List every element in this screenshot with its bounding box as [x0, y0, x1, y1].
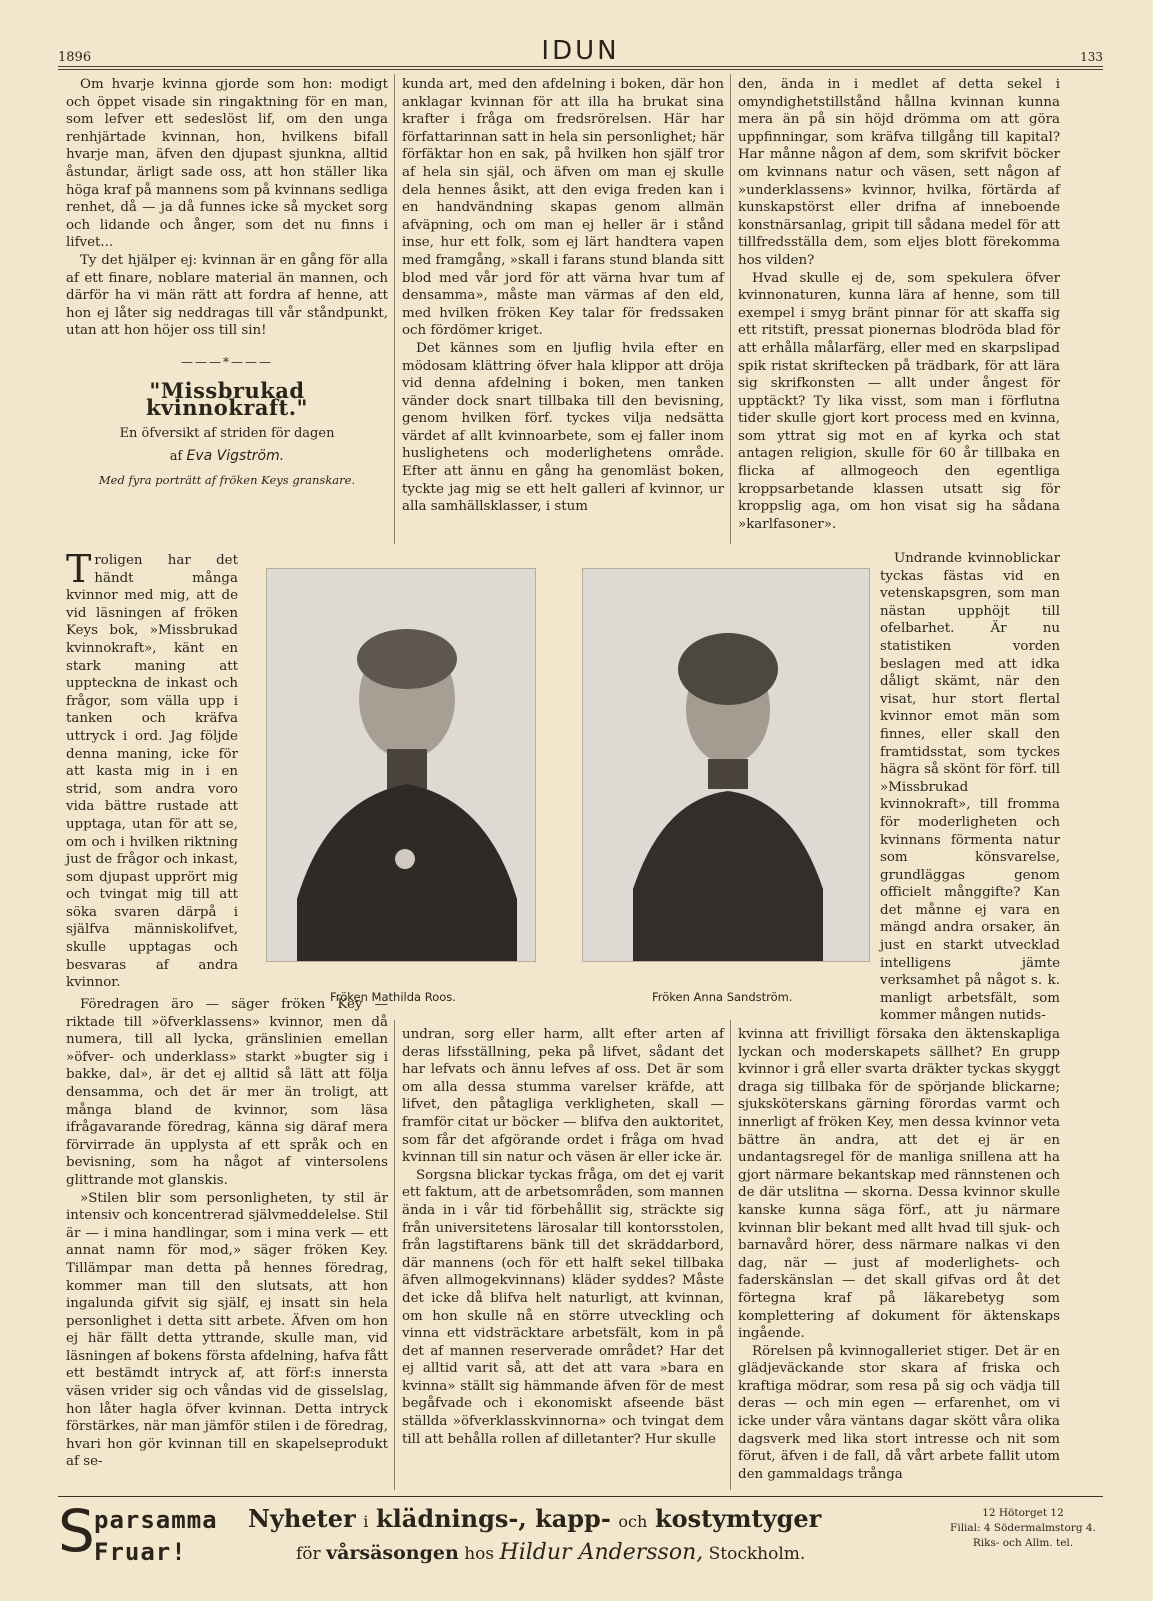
portrait-anna-sandstrom: [583, 569, 869, 961]
drop-cap: T: [66, 547, 92, 591]
portrait-photo: [582, 568, 870, 962]
header-rule: [58, 66, 1103, 67]
article-subtitle: En öfversikt af striden för dagen: [119, 425, 335, 441]
advertisement: [58, 1496, 1103, 1576]
paragraph: Ty det hjälper ej: kvinnan är en gång för alla af ett finare, noblare material än mannen, och därför ha vi män rätt att fordra af henne, att hon ej låter sig neddragas till vår ståndpunkt, utan att hon höjer oss till sin!: [66, 252, 388, 339]
masthead: IDUN: [541, 36, 620, 66]
column-divider: [730, 74, 731, 544]
advert-line-2: [296, 1540, 805, 1565]
column-divider: [730, 1020, 731, 1490]
paragraph: [66, 547, 238, 992]
advert-kostym: kostymtyger: [654, 1504, 822, 1533]
advert-hos: hos: [464, 1544, 495, 1564]
article-author: Eva Vigström.: [186, 448, 285, 465]
advert-address: [943, 1506, 1103, 1551]
page-number: 133: [1080, 50, 1103, 64]
paragraph: Sorgsna blickar tyckas fråga, om det ej varit ett faktum, att de arbetsområden, som mannen ända in i vår tid förbehållit sig, sträckte sig från universitetens lärosalar till kontorsstolen, från lagstiftarens bänk till det skräddarbord, där mannens (och för ett halft sekel tillbaka äfven allmogekvinnans) kläder syddes? Måste det icke då blifva helt naturligt, att kvinnan, om hon skulle nå en större utveckling och vinna ett vidsträcktare arbetsfält, kom in på det af mannen reserverade området? Har det ej alltid varit så, att det att vara »bara en kvinna» ställt sig hämmande äfven för de mest begåfvade och i ekonomiskt afseende bäst ställda »öfverklasskvinnorna» och tvingat dem till att behålla rollen af dilletanter? Hur skulle: [402, 1167, 724, 1447]
paragraph: »Stilen blir som personligheten, ty stil är intensiv och koncentrerad självmeddelelse. Stil är — i mina handlingar, som i mina verk — ett annat namn för mod,» säger fröken Key. Tillämpar man detta på hennes föredrag, kommer man till den slutsats, att hon ingalunda gifvit sig själf, ej insatt sin hela personlighet i detta sitt arbete. Äfven om hon ej här fällt detta yttrande, skulle man, vid läsningen af bokens första afdelning, hafva fått ett bestämdt intryck af, att förf:s innersta väsen vrider sig och våndas vid de gisselslag, hon låter hagla öfver kvinnan. Detta intryck förstärkes, när man jämför stilen i de föredrag, hvari hon gör kvinnan till en skapelseprodukt af se-: [66, 1190, 388, 1470]
paragraph-text: roligen har det händt många kvinnor med mig, att de vid läsningen af fröken Keys bok, »Missbrukad kvinnokraft», känt en stark maning att uppteckna de inkast och frågor, som välla upp i tanken och kräfva uttryck i ord. Jag följde denna maning, icke för att kasta mig in i en strid, som andra voro vida bättre rustade att upptaga, utan för att se, om och i hvilken riktning just de frågor och inkast, som djupast upprört mig och tvingat mig till att söka svaren därpå i själfva människolifvet, skulle upptagas och besvaras af andra kvinnor.: [66, 553, 238, 991]
photo-caption: Fröken Mathilda Roos.: [330, 990, 456, 1004]
column-2-top: [402, 76, 724, 516]
column-3-top: [738, 76, 1060, 533]
column-1-top: [66, 76, 388, 499]
advert-nyheter: Nyheter: [248, 1504, 356, 1533]
column-2-bottom: [402, 1026, 724, 1448]
column-divider: [394, 74, 395, 544]
advert-i: i: [363, 1512, 369, 1531]
advert-och: och: [618, 1512, 648, 1531]
article-title: "Missbrukad kvinnokraft.": [146, 377, 308, 421]
advert-kladnings: klädnings-, kapp-: [376, 1504, 611, 1533]
portrait-photo: [266, 568, 536, 962]
column-3-bottom: [738, 1026, 1060, 1483]
paragraph: Om hvarje kvinna gjorde som hon: modigt och öppet visade sin ringaktning för en man, som lefver ett sedeslöst lif, om den unga renhjärtade kvinnan, hon, hvilkens bifall hvarje man, äfven den djupast sjunkna, alltid åstundar, ärligt sade oss, att hon ställer lika höga kraf på mannens som på kvinnans sedliga renhet, då — ja då funnes icke så mycket sorg och lidande och ånger, som det nu finns i lifvet...: [66, 77, 388, 251]
photo-caption: Fröken Anna Sandström.: [652, 990, 793, 1004]
column-3-narrow: [880, 550, 1060, 1025]
paragraph: den, ända in i medlet af detta sekel i omyndighetstillstånd hållna kvinnan kunna mera än på sin höjd drömma om att göra uppfinningar, som kräfva tillgång till kapital? Har månne någon af dem, som skrifvit böcker om kvinnans natur och väsen, sett någon af »underklassens» kvinnor, hvilka, förtärda af kunskapstörst eller drifna af inneboende konstnärsanlag, gripit till sådana medel för att tillfredsställa dem, som eljes blott förekomma hos vilden?: [738, 77, 1060, 268]
advert-line-1: [248, 1504, 821, 1533]
paragraph: Föredragen äro — säger fröken Key — riktade till »öfverklassens» kvinnor, men då numera, till all lycka, gränslinien emellan »öfver- och underklass» starkt »bugter sig i bakke, dal», är det ej alltid så lätt att följa densamma, och det är mer än troligt, att många bland de kvinnor, som läsa ifrågavarande föredrag, känna sig däraf mera förvirrade än upplysta af ett språk och en bevisning, som ha något af vintersolens glittrande mot glanskis.: [66, 997, 388, 1188]
advert-initial: S: [58, 1497, 95, 1565]
advert-rule: [58, 1496, 1103, 1497]
paragraph: kvinna att frivilligt försaka den äktenskapliga lyckan och moderskapets sällhet? En grupp kvinnor i grå eller svarta dräkter tyckas skyggt draga sig tillbaka för de spörjande blickarne; sjuksköterskans gärning förordas varmt och innerligt af fröken Key, men dessa kvinnor veta bättre än andra, att det ej är en undantagsregel för de manliga snillena att ha gjort närmare bekantskap med rännstenen och de där utslitna — skorna. Dessa kvinnor skulle kanske kunna säga förf., att ju närmare kvinnan blir bekant med allt hvad till sjuk- och barnavård hörer, dess närmare nalkas vi den dag, när — just af moderlighets- och faderskänslan — det skall gifvas ord åt det förtegna kraf på läkarebetyg som komplettering af dokument för äktenskaps ingående.: [738, 1027, 1060, 1342]
header-year: 1896: [58, 50, 92, 65]
paragraph: Det kännes som en ljuflig hvila efter en mödosam klättring öfver hala klippor att dröja vid denna afdelning i boken, men tanken vänder dock snart tillbaka till den bevisning, genom hvilken förf. tyckes vilja nedsätta värdet af allt kvinnoarbete, som ej faller inom huslighetens och moderlighetens område. Efter att ännu en gång ha genomläst boken, tyckte jag mig se ett helt galleri af kvinnor, ur alla samhällsklasser, i stum: [402, 340, 724, 515]
byline-prefix: af: [169, 449, 183, 465]
column-divider: [394, 1020, 395, 1490]
advert-fruar: Fruar!: [94, 1538, 187, 1566]
column-1-narrow: [66, 547, 238, 992]
advert-varsasongen: vårsäsongen: [326, 1542, 459, 1564]
advert-city: Stockholm.: [708, 1544, 806, 1564]
advert-sparsamma: parsamma: [94, 1506, 218, 1534]
separator: ———*———: [181, 354, 273, 369]
advert-for: för: [296, 1544, 321, 1564]
advert-address-1: 12 Hötorget 12: [982, 1507, 1064, 1519]
portrait-mathilda-roos: [267, 569, 535, 961]
header-rule-thin: [58, 69, 1103, 70]
page-header: [58, 36, 1103, 66]
paragraph: Rörelsen på kvinnogalleriet stiger. Det är en glädjeväckande stor skara af friska och kraftiga mödrar, som resa på sig och vädja till deras — och min egen — erfarenhet, om vi icke under våra väntans dagar skött våra olika dagsverk med lika stort intresse och nit som förut, äfven i de fall, då vårt arbete fallit utom den gammaldags trånga: [738, 1343, 1060, 1482]
paragraph: kunda art, med den afdelning i boken, där hon anklagar kvinnan för att illa ha brukat sina krafter i fråga om fredsrörelsen. Här har författarinnan satt in hela sin personlighet; här förfäktar hon en sak, på hvilken hon själf tror af hela sin själ, och äfven om man ej skulle dela hennes åsikt, att den eviga freden kan i en handvändning skapas genom allmän afväpning, och om man ej heller är i stånd inse, hur ett folk, som ej lärt handtera vapen med framgång, »skall i farans stund blanda sitt blod med vår jord för att värna hvar tum af densamma», måste man värmas af den eld, med hvilken fröken Key talar för fredssaken och fördömer kriget.: [402, 77, 724, 339]
advert-address-3: Riks- och Allm. tel.: [972, 1537, 1074, 1549]
advert-address-2: Filial: 4 Södermalmstorg 4.: [950, 1522, 1096, 1534]
column-1-bottom: [66, 996, 388, 1471]
article-byline: [66, 448, 388, 466]
paragraph: Undrande kvinnoblickar tyckas fästas vid en vetenskapsgren, som man nästan upphöjt till ofelbarhet. Är nu statistiken vorden beslagen med att idka dåligt skämt, när den visat, hur stort flertal kvinnor emot män som finnes, eller skall den framtidsstat, som tyckes hägra så skönt för förf. till »Missbrukad kvinnokraft», till fromma för moderligheten och kvinnans förmenta natur som könsvarelse, grundläggas genom officielt månggifte? Kan det månne ej vara en mängd andra orsaker, än just en starkt utvecklad intelligens jämte verksamhet på något s. k. manligt arbetsfält, som kommer mången nutids-: [880, 551, 1060, 1024]
paragraph: Hvad skulle ej de, som spekulera öfver kvinnonaturen, kunna lära af henne, som till exempel i smyg bränt pinnar för att skaffa sig ett ritstift, pressat pionernas blodröda blad för att erhålla målarfärg, eller med en skarpslipad spik ristat skriftecken på trädbark, för att lära sig skrifkonsten — allt under ångest för upptäckt? Ty lika visst, som man i förflutna tider skulle gjort kort process med en kvinna, som yttrat sig mot en af kyrka och stat antagen religion, skulle för 60 år tillbaka en flicka af allmogeoch den egentliga kroppsarbetande klassen utsatt sig för kroppslig aga, om hon visat sig ha sådana »karlfasoner».: [738, 270, 1060, 532]
advert-name: Hildur Andersson,: [499, 1540, 704, 1565]
article-note: Med fyra porträtt af fröken Keys granskare.: [98, 472, 356, 487]
paragraph: undran, sorg eller harm, allt efter arten af deras lifsställning, peka på lifvet, sådant det har lefvats och ännu lefves af oss. Det är som om alla dessa stumma varelser kräfde, att lifvet, den påtagliga verkligheten, skall — framför citat ur böcker — blifva den auktoritet, som får det afgörande ordet i fråga om hvad kvinnan till sin natur och väsen är eller icke är.: [402, 1027, 724, 1166]
